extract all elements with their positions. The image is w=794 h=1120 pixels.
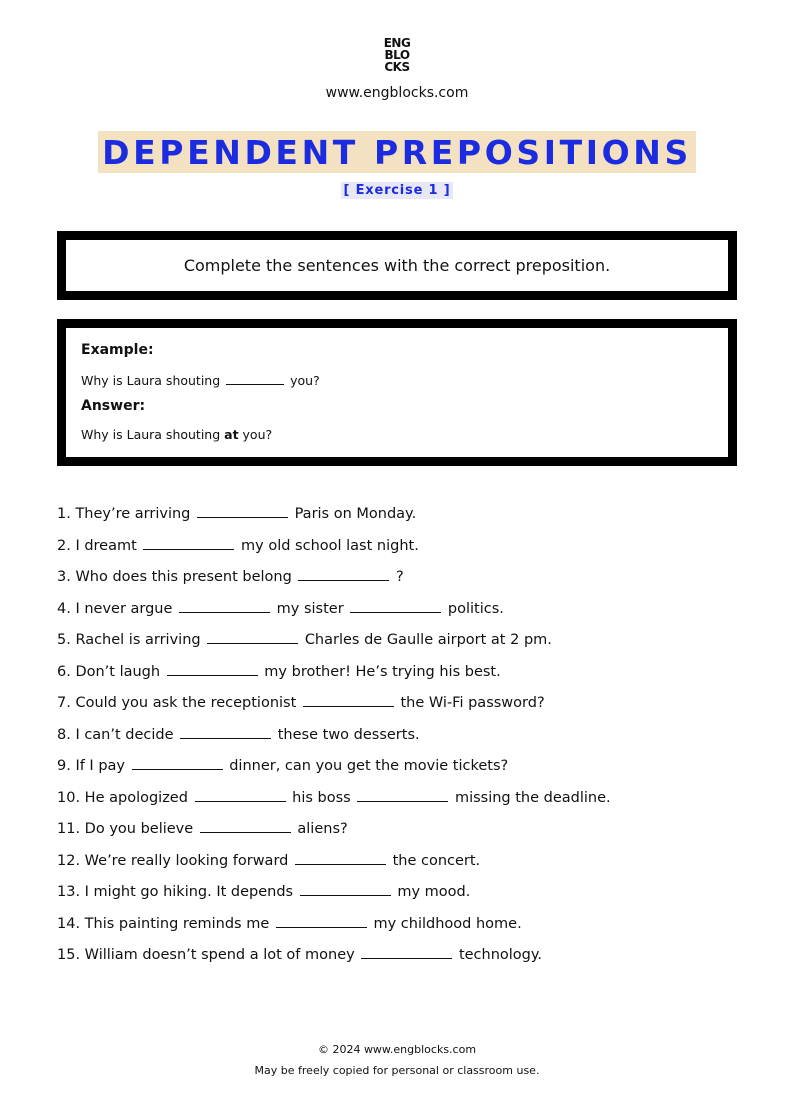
example-before: Why is Laura shouting (81, 373, 221, 388)
question-item (57, 662, 757, 694)
question-item (57, 914, 757, 946)
question-text: 4. I never argue (57, 600, 173, 617)
question-item (57, 567, 757, 599)
question-item (57, 882, 757, 914)
logo-line-2: BLO (384, 48, 410, 62)
question-item (57, 630, 757, 662)
question-text: 13. I might go hiking. It depends (57, 884, 294, 900)
example-label: Example: (81, 342, 154, 358)
question-list (57, 504, 757, 977)
question-text: technology. (458, 947, 542, 963)
answer-blank[interactable] (361, 945, 452, 959)
question-text: 6. Don’t laugh (57, 663, 161, 680)
question-text: his boss (292, 789, 351, 806)
answer-blank[interactable] (132, 756, 223, 770)
answer-before: Why is Laura shouting (81, 427, 225, 442)
footer-license: May be freely copied for personal or classroom use. (254, 1064, 540, 1077)
answer-blank[interactable] (295, 851, 386, 865)
example-after: you? (290, 373, 320, 388)
question-text: missing the deadline. (454, 789, 611, 806)
question-text: ? (396, 569, 404, 585)
logo-line-3: CKS (384, 60, 410, 74)
question-text: 8. I can’t decide (57, 726, 174, 743)
question-text: the concert. (392, 852, 481, 869)
question-item (57, 599, 757, 631)
subtitle-container (0, 179, 794, 199)
answer-after: you? (238, 427, 273, 442)
answer-sentence (81, 427, 272, 442)
answer-blank[interactable] (200, 819, 291, 833)
question-item (57, 725, 757, 757)
question-text: these two desserts. (277, 726, 420, 743)
question-text: 3. Who does this present belong (57, 569, 292, 585)
example-sentence (81, 372, 320, 388)
question-text: the Wi-Fi password? (400, 695, 545, 711)
question-text: 2. I dreamt (57, 537, 137, 554)
answer-word: at (224, 427, 239, 442)
example-box (57, 319, 737, 466)
example-blank (226, 372, 284, 385)
question-text: 7. Could you ask the receptionist (57, 695, 297, 711)
question-text: my childhood home. (373, 915, 522, 932)
answer-blank[interactable] (357, 788, 448, 802)
title-container (0, 131, 794, 173)
answer-blank[interactable] (276, 914, 367, 928)
page-title: DEPENDENT PREPOSITIONS (98, 131, 696, 173)
question-text: 5. Rachel is arriving (57, 632, 201, 648)
answer-blank[interactable] (180, 725, 271, 739)
question-text: my sister (276, 600, 344, 617)
question-item (57, 504, 757, 536)
answer-blank[interactable] (298, 567, 389, 581)
question-text: dinner, can you get the movie tickets? (229, 758, 509, 774)
logo-line-1: ENG (383, 36, 411, 50)
question-item (57, 756, 757, 788)
question-text: Paris on Monday. (294, 506, 417, 522)
answer-blank[interactable] (195, 788, 286, 802)
question-item (57, 851, 757, 883)
instruction-text: Complete the sentences with the correct preposition. (183, 256, 611, 275)
exercise-subtitle: [ Exercise 1 ] (341, 182, 454, 199)
answer-blank[interactable] (207, 630, 298, 644)
engblocks-logo (0, 37, 794, 73)
answer-blank[interactable] (197, 504, 288, 518)
question-text: 9. If I pay (57, 758, 125, 774)
answer-blank[interactable] (179, 599, 270, 613)
question-item (57, 693, 757, 725)
question-text: my brother! He’s trying his best. (264, 663, 501, 680)
question-text: 15. William doesn’t spend a lot of money (57, 947, 355, 963)
question-item (57, 819, 757, 851)
footer-copyright: © 2024 www.engblocks.com (317, 1043, 477, 1056)
question-text: my old school last night. (241, 537, 419, 554)
question-item (57, 536, 757, 568)
answer-blank[interactable] (167, 662, 258, 676)
answer-blank[interactable] (303, 693, 394, 707)
question-text: aliens? (297, 821, 348, 837)
question-text: politics. (447, 600, 504, 617)
site-url: www.engblocks.com (325, 85, 469, 101)
answer-blank[interactable] (350, 599, 441, 613)
answer-label: Answer: (81, 398, 146, 414)
question-text: 10. He apologized (57, 789, 188, 806)
question-item (57, 945, 757, 977)
question-text: 11. Do you believe (57, 821, 194, 837)
answer-blank[interactable] (300, 882, 391, 896)
question-text: 14. This painting reminds me (57, 915, 270, 932)
answer-blank[interactable] (143, 536, 234, 550)
question-text: my mood. (397, 884, 471, 900)
question-text: 12. We’re really looking forward (57, 852, 289, 869)
question-text: 1. They’re arriving (57, 506, 191, 522)
question-text: Charles de Gaulle airport at 2 pm. (304, 632, 552, 648)
instruction-box (57, 231, 737, 300)
question-item (57, 788, 757, 820)
